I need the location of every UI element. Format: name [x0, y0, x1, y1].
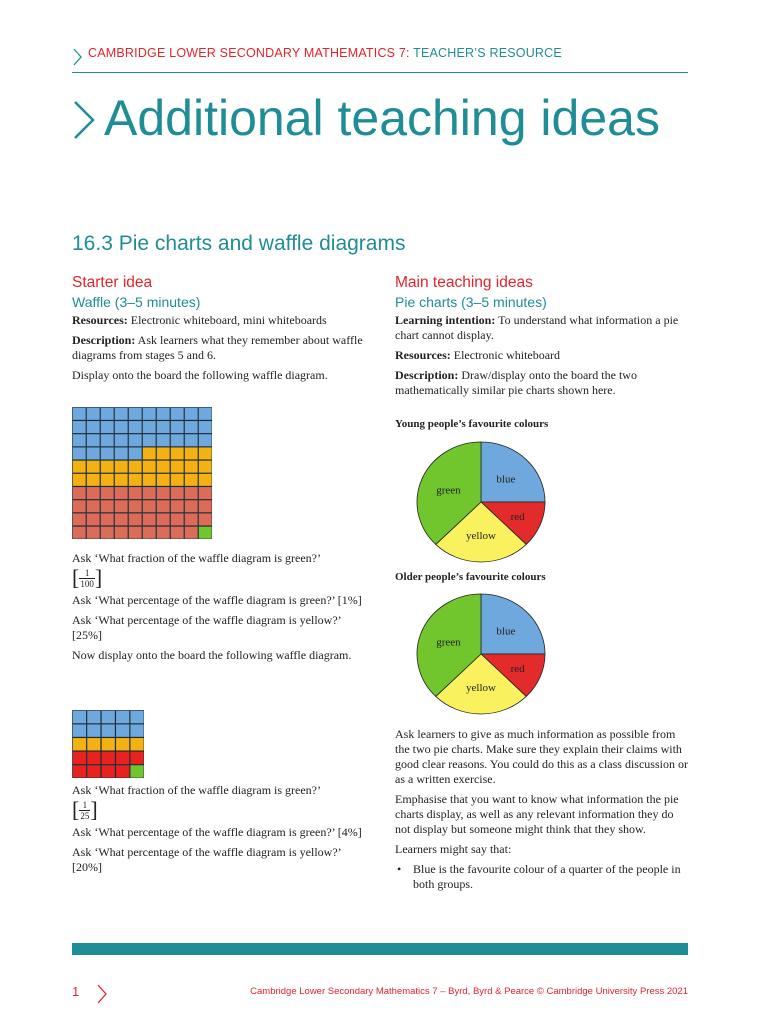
waffle-cell-blue	[87, 711, 101, 724]
pie-label-yellow: yellow	[466, 530, 496, 542]
waffle-cell-orange	[171, 460, 185, 473]
waffle-cell-blue	[185, 408, 199, 421]
chevron-right-icon	[72, 48, 82, 66]
waffle-cell-orange	[115, 474, 129, 487]
waffle-cell-red	[143, 526, 157, 539]
waffle-cell-orange	[116, 738, 130, 751]
bullet-text: Blue is the favourite colour of a quarter of the people in both groups.	[413, 862, 681, 891]
resources-text: Electronic whiteboard, mini whiteboards	[127, 313, 327, 327]
waffle-cell-red	[101, 765, 115, 778]
chart-title-young: Young people’s favourite colours	[395, 418, 549, 430]
waffle-cell-orange	[157, 460, 171, 473]
description-text: Ask learners what they remember about waffle diagrams from stages 5 and 6.	[72, 333, 363, 362]
waffle-cell-orange	[157, 447, 171, 460]
question-percent-green-2: Ask ‘What percentage of the waffle diagram is green?’ [4%]	[72, 825, 362, 839]
waffle-cell-red	[101, 751, 115, 764]
waffle-cell-blue	[116, 711, 130, 724]
pie-label-red: red	[510, 663, 525, 676]
header-text	[88, 46, 562, 60]
bracket-open: [	[72, 797, 80, 822]
waffle-cell-orange	[143, 460, 157, 473]
footer-copyright: Cambridge Lower Secondary Mathematics 7 – Byrd, Byrd & Pearce © Cambridge University Press 2021	[250, 986, 688, 997]
waffle-cell-orange	[171, 474, 185, 487]
waffle-cell-blue	[143, 434, 157, 447]
waffle-cell-blue	[73, 711, 87, 724]
question-fraction-green: Ask ‘What fraction of the waffle diagram is green?’	[72, 551, 322, 565]
question-percent-yellow: Ask ‘What percentage of the waffle diagram is yellow?’ [25%]	[72, 613, 341, 642]
waffle-cell-red	[157, 513, 171, 526]
learning-text: To understand what information a pie chart cannot display.	[395, 313, 679, 342]
waffle-cell-blue	[157, 421, 171, 434]
bracket-open: [	[72, 565, 80, 590]
waffle-cell-blue	[115, 421, 129, 434]
waffle-cell-blue	[157, 408, 171, 421]
waffle-cell-orange	[143, 474, 157, 487]
waffle-cell-red	[143, 500, 157, 513]
waffle-cell-blue	[73, 434, 87, 447]
waffle-cell-orange	[185, 460, 199, 473]
waffle-cell-orange	[185, 474, 199, 487]
resources-text: Electronic whiteboard	[450, 348, 561, 362]
waffle-cell-red	[73, 526, 87, 539]
page-number: 1	[72, 984, 80, 999]
pie-label-green: green	[436, 636, 461, 649]
waffle-diagram-100	[72, 407, 212, 539]
starter-column	[72, 275, 372, 388]
starter-subheading: Waffle (3–5 minutes)	[72, 294, 201, 310]
pie-label-blue: blue	[496, 625, 516, 638]
waffle-cell-blue	[101, 724, 115, 737]
waffle-cell-red	[185, 487, 199, 500]
waffle-cell-blue	[101, 408, 115, 421]
main-heading: Main teaching ideas	[395, 274, 533, 291]
waffle-cell-blue	[115, 447, 129, 460]
discussion-paragraph-1: Ask learners to give as much information as possible from the two pie charts. Make sure they explain their claims with good clear reasons. You could do this as a class discussion or as a written exercise.	[395, 727, 688, 786]
waffle-cell-red	[73, 500, 87, 513]
waffle-cell-red	[171, 500, 185, 513]
starter-resources	[72, 313, 372, 328]
waffle-cell-blue	[129, 447, 143, 460]
waffle-cell-blue	[101, 711, 115, 724]
pie-chart-young	[415, 440, 547, 564]
waffle-cell-red	[157, 487, 171, 500]
waffle-cell-red	[87, 487, 101, 500]
waffle-cell-red	[171, 487, 185, 500]
waffle-cell-blue	[73, 447, 87, 460]
waffle-cell-red	[143, 487, 157, 500]
waffle-cell-orange	[101, 474, 115, 487]
main-column	[395, 275, 695, 403]
waffle-cell-blue	[129, 434, 143, 447]
waffle-cell-blue	[115, 408, 129, 421]
waffle-cell-red	[129, 526, 143, 539]
waffle-cell-blue	[130, 724, 144, 737]
pie-chart-older	[415, 592, 547, 716]
pie-label-red: red	[510, 511, 525, 524]
waffle-cell-orange	[185, 447, 199, 460]
waffle-cell-red	[157, 526, 171, 539]
waffle-cell-blue	[143, 408, 157, 421]
bracket-close: ]	[90, 797, 98, 822]
waffle-cell-red	[129, 487, 143, 500]
waffle-cell-orange	[129, 460, 143, 473]
waffle-cell-blue	[171, 434, 185, 447]
waffle-cell-red	[101, 526, 115, 539]
header-book-title: CAMBRIDGE LOWER SECONDARY MATHEMATICS 7:	[88, 46, 410, 60]
waffle-cell-blue	[129, 421, 143, 434]
display-instruction: Display onto the board the following waffle diagram.	[72, 368, 328, 382]
discussion-paragraph-3: Learners might say that:	[395, 842, 512, 856]
waffle-cell-orange	[199, 447, 213, 460]
waffle-cell-red	[87, 765, 101, 778]
waffle-cell-blue	[143, 421, 157, 434]
starter-description	[72, 333, 372, 363]
waffle-cell-blue	[73, 408, 87, 421]
main-discussion	[395, 727, 690, 892]
answer-fraction	[72, 567, 372, 589]
waffle-cell-blue	[73, 421, 87, 434]
waffle-cell-red	[73, 751, 87, 764]
waffle-cell-red	[101, 500, 115, 513]
header-resource: TEACHER’S RESOURCE	[409, 46, 562, 60]
bullet-item	[395, 862, 690, 892]
fraction-numerator: 1	[79, 800, 90, 811]
learning-label: Learning intention:	[395, 313, 496, 327]
question-percent-yellow-2: Ask ‘What percentage of the waffle diagram is yellow?’ [20%]	[72, 845, 341, 874]
waffle-diagram-25	[72, 710, 144, 778]
waffle-cell-red	[73, 765, 87, 778]
chevron-right-icon	[96, 984, 108, 1004]
waffle-cell-red	[199, 487, 213, 500]
waffle-cell-red	[116, 765, 130, 778]
section-heading: 16.3 Pie charts and waffle diagrams	[72, 232, 406, 255]
waffle-cell-red	[129, 513, 143, 526]
waffle-cell-orange	[101, 460, 115, 473]
waffle-cell-red	[87, 513, 101, 526]
waffle-cell-orange	[199, 474, 213, 487]
waffle-cell-red	[199, 513, 213, 526]
waffle-cell-blue	[129, 408, 143, 421]
waffle2-questions	[72, 783, 372, 880]
now-display-instruction: Now display onto the board the following waffle diagram.	[72, 648, 352, 662]
discussion-paragraph-2: Emphasise that you want to know what information the pie charts display, as well as any relevant information they do not display but someone might think that they show.	[395, 792, 679, 836]
waffle-cell-orange	[73, 738, 87, 751]
pie-slice-blue	[481, 594, 545, 654]
pie-slice-blue	[481, 442, 545, 502]
waffle-cell-red	[87, 500, 101, 513]
waffle-cell-red	[116, 751, 130, 764]
waffle-cell-blue	[87, 408, 101, 421]
waffle-cell-blue	[185, 434, 199, 447]
waffle-cell-red	[115, 487, 129, 500]
pie-label-green: green	[436, 484, 461, 497]
waffle-cell-red	[115, 526, 129, 539]
waffle-cell-blue	[157, 434, 171, 447]
fraction-numerator: 1	[79, 568, 95, 579]
waffle-cell-orange	[157, 474, 171, 487]
description-label: Description:	[395, 368, 459, 382]
waffle-cell-blue	[185, 421, 199, 434]
waffle-cell-blue	[115, 434, 129, 447]
waffle-cell-red	[185, 526, 199, 539]
waffle-cell-red	[101, 513, 115, 526]
waffle-cell-red	[185, 513, 199, 526]
pie-label-blue: blue	[496, 473, 516, 486]
main-resources	[395, 348, 695, 363]
fraction	[79, 568, 95, 589]
waffle-cell-orange	[73, 460, 87, 473]
waffle-cell-red	[199, 500, 213, 513]
waffle-cell-green	[130, 765, 144, 778]
pie-label-yellow: yellow	[466, 682, 496, 694]
waffle-cell-red	[143, 513, 157, 526]
running-header	[72, 44, 688, 73]
description-text: Draw/display onto the board the two mathematically similar pie charts shown here.	[395, 368, 637, 397]
bullet-dot: •	[397, 862, 402, 876]
waffle-cell-blue	[171, 408, 185, 421]
waffle-cell-red	[73, 487, 87, 500]
waffle-cell-red	[129, 500, 143, 513]
resources-label: Resources:	[395, 348, 451, 362]
waffle-cell-red	[157, 500, 171, 513]
waffle-cell-blue	[130, 711, 144, 724]
waffle-cell-red	[185, 500, 199, 513]
waffle-cell-orange	[143, 447, 157, 460]
waffle-cell-blue	[171, 421, 185, 434]
waffle-cell-blue	[199, 434, 213, 447]
waffle-cell-orange	[101, 738, 115, 751]
waffle-cell-red	[171, 526, 185, 539]
waffle-cell-blue	[199, 408, 213, 421]
waffle-cell-red	[87, 526, 101, 539]
waffle-cell-blue	[87, 447, 101, 460]
waffle-cell-red	[115, 500, 129, 513]
waffle-cell-orange	[130, 738, 144, 751]
waffle-cell-red	[115, 513, 129, 526]
waffle-cell-blue	[101, 447, 115, 460]
learning-intention	[395, 313, 695, 343]
resources-label: Resources:	[72, 313, 128, 327]
main-subheading: Pie charts (3–5 minutes)	[395, 294, 547, 310]
waffle-cell-blue	[116, 724, 130, 737]
waffle1-questions	[72, 551, 372, 668]
waffle-cell-blue	[101, 421, 115, 434]
starter-heading: Starter idea	[72, 274, 153, 291]
waffle-cell-red	[87, 751, 101, 764]
question-fraction-green-2: Ask ‘What fraction of the waffle diagram is green?’	[72, 783, 322, 797]
bracket-close: ]	[94, 565, 103, 590]
waffle-cell-red	[171, 513, 185, 526]
waffle-cell-blue	[87, 434, 101, 447]
waffle-cell-orange	[171, 447, 185, 460]
waffle-cell-orange	[87, 738, 101, 751]
footer-bar	[72, 943, 688, 955]
waffle-cell-red	[130, 751, 144, 764]
waffle-cell-blue	[199, 421, 213, 434]
waffle-cell-orange	[129, 474, 143, 487]
question-percent-green: Ask ‘What percentage of the waffle diagram is green?’ [1%]	[72, 593, 362, 607]
description-label: Description:	[72, 333, 136, 347]
waffle-cell-blue	[87, 724, 101, 737]
waffle-cell-blue	[73, 724, 87, 737]
waffle-cell-orange	[115, 460, 129, 473]
fraction-denominator: 100	[80, 578, 94, 589]
main-description	[395, 368, 695, 398]
waffle-cell-green	[199, 526, 213, 539]
fraction	[79, 800, 90, 821]
waffle-cell-orange	[73, 474, 87, 487]
waffle-cell-red	[101, 487, 115, 500]
waffle-cell-blue	[101, 434, 115, 447]
answer-fraction-2	[72, 799, 372, 821]
page-title: Additional teaching ideas	[104, 90, 660, 146]
waffle-cell-blue	[87, 421, 101, 434]
waffle-cell-red	[73, 513, 87, 526]
waffle-cell-orange	[199, 460, 213, 473]
fraction-denominator: 25	[80, 810, 90, 821]
waffle-cell-orange	[87, 474, 101, 487]
chart-title-older: Older people’s favourite colours	[395, 571, 546, 583]
waffle-cell-orange	[87, 460, 101, 473]
